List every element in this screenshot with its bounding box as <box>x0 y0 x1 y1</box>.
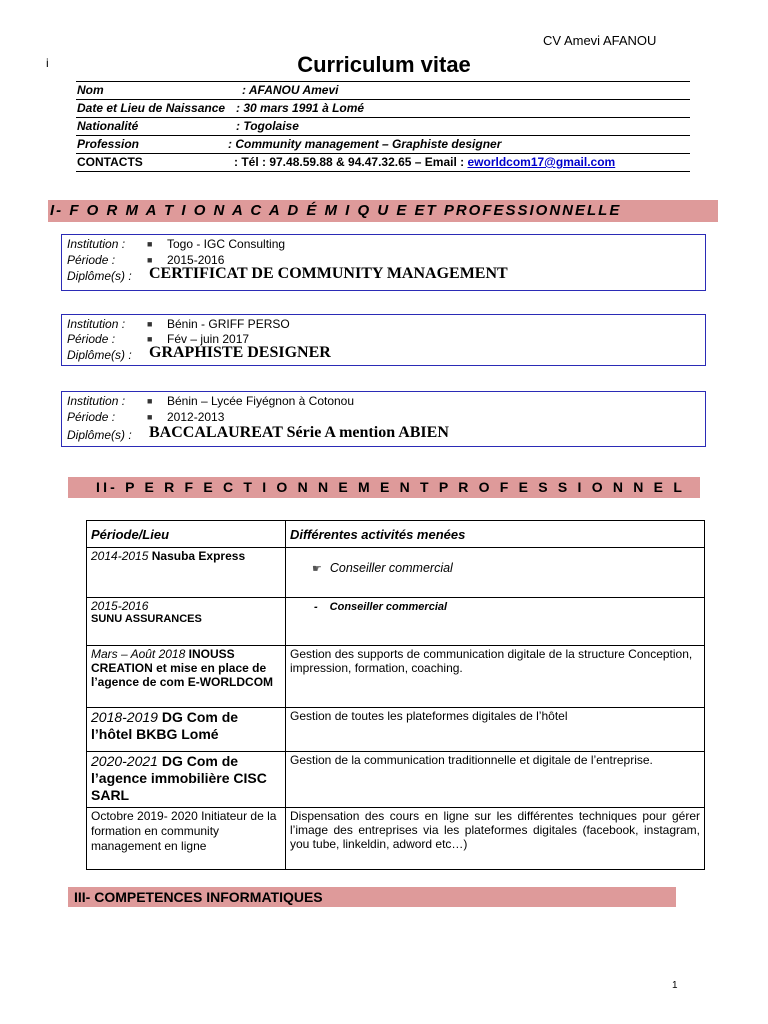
table-row <box>87 548 705 598</box>
info-row-name <box>76 81 690 100</box>
table-cell-period: Octobre 2019- 2020 Initiateur de la formation en community management en ligne <box>87 808 286 870</box>
institution-value: Bénin - GRIFF PERSO <box>167 317 290 331</box>
period-label: Période : <box>67 332 116 346</box>
table-row <box>87 708 705 752</box>
email-link[interactable]: eworldcom17@gmail.com <box>467 155 616 169</box>
info-value <box>234 155 615 169</box>
info-value: : Community management – Graphiste designer <box>228 137 502 151</box>
info-row-nationality <box>76 118 690 136</box>
info-label: Date et Lieu de Naissance <box>77 101 226 115</box>
section-perfectionnement-heading: II- P E R F E C T I O N N E M E N T P R O F E S S I O N N E L <box>68 477 700 498</box>
diploma-value: GRAPHISTE DESIGNER <box>149 344 331 361</box>
info-value: : 30 mars 1991 à Lomé <box>236 101 365 115</box>
dash-bullet: - <box>314 601 318 613</box>
info-label: Nom <box>77 83 104 97</box>
diploma-label: Diplôme(s) : <box>67 348 132 362</box>
header-cv-label: CV Amevi AFANOU <box>543 33 657 48</box>
page-number: 1 <box>672 980 678 991</box>
bullet-icon: ■ <box>147 239 153 249</box>
experience-table <box>86 520 705 870</box>
contacts-phones: : Tél : 97.48.59.88 & 94.47.32.65 – Email : <box>234 155 468 169</box>
info-row-contacts <box>76 154 690 172</box>
table-cell-activity: ☛ Conseiller commercial <box>286 548 705 598</box>
info-row-profession <box>76 136 690 154</box>
institution-label: Institution : <box>67 394 126 408</box>
info-label: Nationalité <box>77 119 139 133</box>
table-cell-activity: Dispensation des cours en ligne sur les différentes techniques pour gérer l’image des entreprises via les plateformes digitales (facebook, instagram, you tube, linkeldin, adword etc…) <box>286 808 705 870</box>
info-value: : Togolaise <box>236 119 299 133</box>
institution-label: Institution : <box>67 317 126 331</box>
bullet-icon: ■ <box>147 319 153 329</box>
institution-value: Bénin – Lycée Fiyégnon à Cotonou <box>167 394 355 408</box>
diploma-label: Diplôme(s) : <box>67 428 132 442</box>
diploma-value: CERTIFICAT DE COMMUNITY MANAGEMENT <box>149 265 508 282</box>
diploma-value: BACCALAUREAT Série A mention ABIEN <box>149 424 449 441</box>
table-header-row <box>87 521 705 548</box>
personal-info-block <box>76 81 690 172</box>
institution-label: Institution : <box>67 237 126 251</box>
period-value: 2012-2013 <box>167 410 225 424</box>
table-row <box>87 752 705 808</box>
section-competences-heading: III- COMPETENCES INFORMATIQUES <box>68 887 676 907</box>
column-header-period: Période/Lieu <box>87 521 286 548</box>
table-cell-period: Mars – Août 2018 INOUSS CREATION et mise en place de l’agence de com E-WORLDCOM <box>87 646 286 708</box>
pointing-hand-icon: ☛ <box>312 563 322 575</box>
period-label: Période : <box>67 410 116 424</box>
table-cell-period: 2015-2016 SUNU ASSURANCES <box>87 598 286 646</box>
period-value: Fév – juin 2017 <box>167 332 250 346</box>
education-entry <box>61 234 706 291</box>
info-label: CONTACTS <box>77 155 143 169</box>
page-title: Curriculum vitae <box>297 52 471 77</box>
table-cell-period: 2014-2015 Nasuba Express <box>87 548 286 598</box>
education-entry <box>61 314 706 366</box>
info-label: Profession <box>77 137 140 151</box>
table-cell-activity: Gestion des supports de communication digitale de la structure Conception, impression, formation, coaching. <box>286 646 705 708</box>
period-value: 2015-2016 <box>167 253 225 267</box>
table-cell-activity: Gestion de toutes les plateformes digitales de l’hôtel <box>286 708 705 752</box>
info-row-birth <box>76 100 690 118</box>
table-row <box>87 646 705 708</box>
education-entry <box>61 391 706 447</box>
info-value: : AFANOU Amevi <box>242 83 339 97</box>
section-formation-heading: I- F O R M A T I O N A C A D É M I Q U E ET PROFESSIONNELLE <box>48 200 718 222</box>
table-cell-period: 2018-2019 DG Com de l’hôtel BKBG Lomé <box>87 708 286 752</box>
period-label: Période : <box>67 253 116 267</box>
bullet-icon: ■ <box>147 396 153 406</box>
institution-value: Togo - IGC Consulting <box>167 237 286 251</box>
bullet-icon: ■ <box>147 334 153 344</box>
left-margin-mark: i <box>46 56 49 70</box>
table-cell-period: 2020-2021 DG Com de l’agence immobilière CISC SARL <box>87 752 286 808</box>
bullet-icon: ■ <box>147 255 153 265</box>
column-header-activities: Différentes activités menées <box>286 521 705 548</box>
table-cell-activity: Gestion de la communication traditionnelle et digitale de l’entreprise. <box>286 752 705 808</box>
table-cell-activity: - Conseiller commercial <box>286 598 705 646</box>
bullet-icon: ■ <box>147 412 153 422</box>
table-row <box>87 808 705 870</box>
table-row <box>87 598 705 646</box>
diploma-label: Diplôme(s) : <box>67 269 132 283</box>
